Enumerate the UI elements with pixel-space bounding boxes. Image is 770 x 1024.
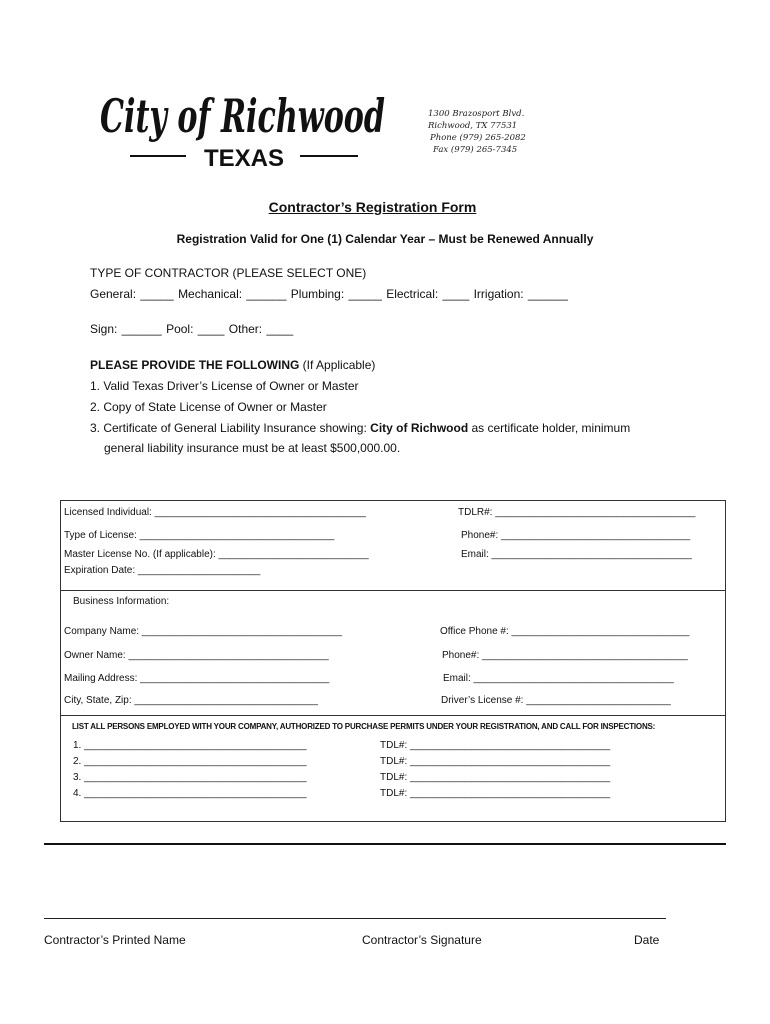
employee-name-field[interactable]: 1. ________________________________________ [73, 740, 307, 751]
employee-tdl-field[interactable]: TDL#: ____________________________________ [380, 772, 611, 783]
provide-item-3 [90, 421, 630, 435]
city-address-block [428, 108, 526, 156]
employee-tdl-field[interactable]: TDL#: ____________________________________ [380, 756, 611, 767]
provide-heading-rest: (If Applicable) [299, 358, 376, 372]
provide-heading-bold: PLEASE PROVIDE THE FOLLOWING [90, 358, 300, 372]
email-field-2[interactable]: Email: ____________________________________ [443, 673, 674, 684]
address-line: 1300 Brazosport Blvd. [428, 109, 525, 119]
contractor-type-heading: TYPE OF CONTRACTOR (PLEASE SELECT ONE) [90, 266, 367, 280]
employee-name-field[interactable]: 2. ________________________________________ [73, 756, 307, 767]
section-divider-1 [60, 590, 726, 591]
contractor-type-row1[interactable]: General: _____ Mechanical: ______ Plumbing: _____ Electrical: ____ Irrigation: ______ [90, 287, 568, 301]
contractor-type-row2[interactable]: Sign: ______ Pool: ____ Other: ____ [90, 322, 294, 336]
tdlr-field[interactable]: TDLR#: ____________________________________ [458, 507, 696, 518]
svg-text:TEXAS: TEXAS [203, 145, 285, 172]
provide-item-3-post: as certificate holder, minimum [468, 421, 631, 435]
business-info-label: Business Information: [73, 596, 170, 607]
city-state-zip-field[interactable]: City, State, Zip: _________________________________ [64, 695, 318, 706]
phone-field-2[interactable]: Phone#: _____________________________________ [442, 650, 688, 661]
form-title: Contractor’s Registration Form [268, 199, 477, 215]
city-of-richwood-logo [100, 84, 390, 142]
provide-item-1: 1. Valid Texas Driver’s License of Owner or Master [90, 379, 359, 393]
printed-name-label: Contractor’s Printed Name [44, 933, 186, 947]
address-fax: Fax (979) 265-7345 [433, 145, 518, 155]
section-divider-2 [60, 715, 726, 716]
provide-item-2: 2. Copy of State License of Owner or Master [90, 400, 327, 414]
provide-item-3-cont: general liability insurance must be at least $500,000.00. [104, 441, 401, 455]
signature-label: Contractor’s Signature [362, 933, 482, 947]
address-city: Richwood, TX 77531 [428, 121, 518, 131]
form-subtitle: Registration Valid for One (1) Calendar Year – Must be Renewed Annually [176, 232, 594, 246]
expiration-date-field[interactable]: Expiration Date: ______________________ [64, 565, 261, 576]
employees-heading: LIST ALL PERSONS EMPLOYED WITH YOUR COMPANY, AUTHORIZED TO PURCHASE PERMITS UNDER YOUR REGISTRATION, AND CALL FOR INSPECTIONS: [72, 722, 656, 731]
email-field-1[interactable]: Email: ____________________________________ [461, 549, 692, 560]
date-label: Date [634, 933, 660, 947]
licensed-individual-field[interactable]: Licensed Individual: ______________________________________ [64, 507, 366, 518]
office-phone-field[interactable]: Office Phone #: ________________________________ [440, 626, 690, 637]
provide-item-3-bold: City of Richwood [370, 421, 469, 435]
address-phone: Phone (979) 265-2082 [430, 133, 526, 143]
signature-line[interactable] [44, 918, 666, 919]
employee-name-field[interactable]: 3. ________________________________________ [73, 772, 307, 783]
drivers-license-field[interactable]: Driver’s License #: __________________________ [441, 695, 671, 706]
employee-tdl-field[interactable]: TDL#: ____________________________________ [380, 740, 611, 751]
employee-name-field[interactable]: 4. ________________________________________ [73, 788, 307, 799]
master-license-field[interactable]: Master License No. (If applicable): ___________________________ [64, 549, 369, 560]
employee-tdl-field[interactable]: TDL#: ____________________________________ [380, 788, 611, 799]
mailing-address-field[interactable]: Mailing Address: __________________________________ [64, 673, 330, 684]
svg-text:City of Richwood: City of Richwood [100, 89, 385, 142]
texas-wordmark [130, 142, 358, 172]
section-rule [44, 843, 726, 845]
type-of-license-field[interactable]: Type of License: ___________________________________ [64, 530, 335, 541]
owner-name-field[interactable]: Owner Name: ____________________________________ [64, 650, 329, 661]
provide-heading [90, 358, 375, 372]
phone-field-1[interactable]: Phone#: __________________________________ [461, 530, 691, 541]
company-name-field[interactable]: Company Name: ____________________________________ [64, 626, 343, 637]
provide-item-3-pre: 3. Certificate of General Liability Insurance showing: [90, 421, 371, 435]
